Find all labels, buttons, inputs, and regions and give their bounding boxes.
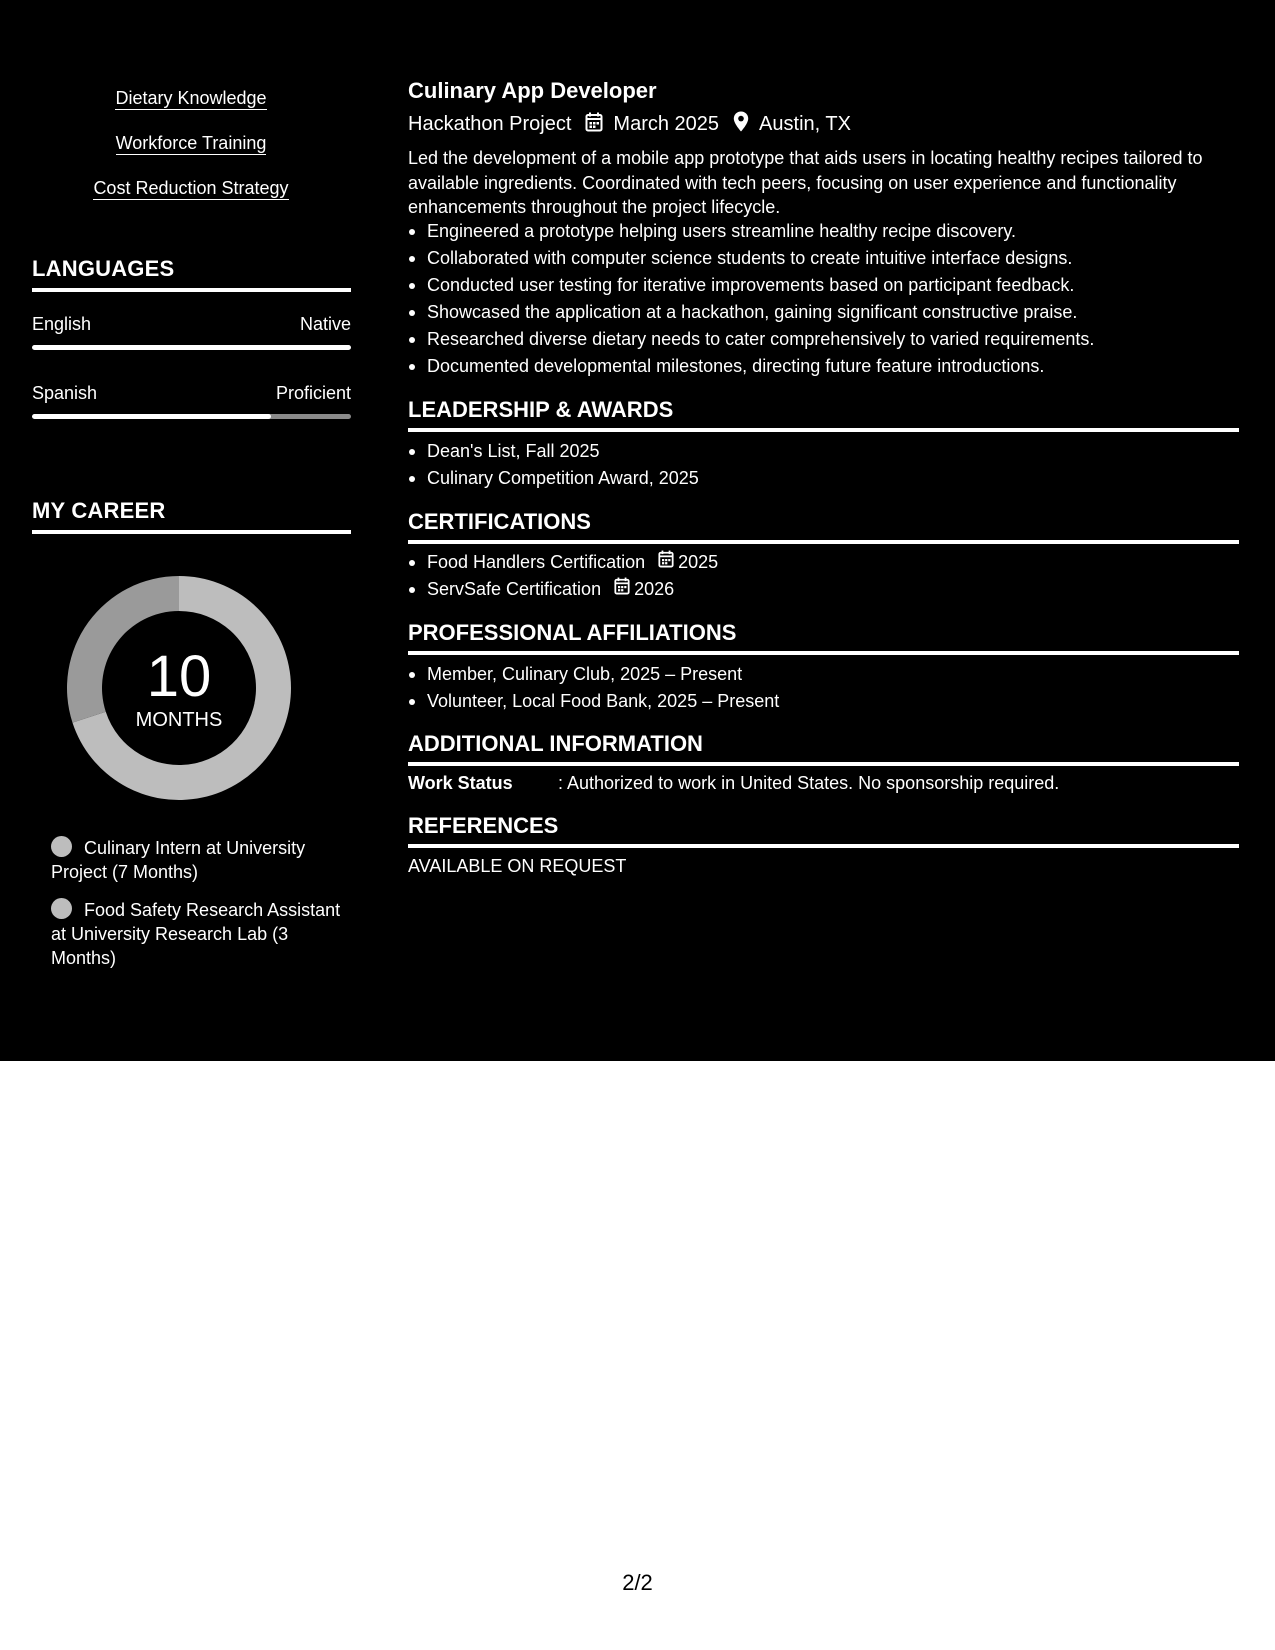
- language-level: Native: [299, 314, 351, 334]
- sidebar: [0, 0, 382, 1061]
- career-unit: MONTHS: [135, 709, 223, 731]
- main-content: [382, 0, 1275, 1061]
- skill-item: Dietary Knowledge: [115, 88, 267, 108]
- heading-rule: [408, 844, 1239, 848]
- calendar-icon: [614, 576, 630, 603]
- skills-list: [0, 86, 382, 221]
- work-status-row: [408, 773, 1059, 794]
- project-location: Austin, TX: [759, 113, 851, 135]
- calendar-icon: [658, 549, 674, 576]
- list-item: Conducted user testing for iterative improvements based on participant feedback.: [408, 272, 1248, 299]
- heading-rule: [408, 428, 1239, 432]
- heading-rule: [32, 288, 351, 292]
- list-item: Showcased the application at a hackathon, gaining significant constructive praise.: [408, 299, 1248, 326]
- additional-info-heading: ADDITIONAL INFORMATION: [408, 731, 1239, 757]
- work-status-value: : Authorized to work in United States. No sponsorship required.: [558, 773, 1060, 793]
- career-total: 10: [146, 644, 212, 709]
- language-name: English: [32, 314, 92, 334]
- page-number: 2/2: [622, 1570, 653, 1595]
- skill-item: Cost Reduction Strategy: [93, 178, 289, 198]
- career-item: Food Safety Research Assistant at University Research Lab (3 Months): [51, 900, 341, 968]
- calendar-icon: [585, 112, 603, 138]
- legend-dot-icon: [51, 898, 72, 919]
- legend-dot-icon: [51, 836, 72, 857]
- project-description: Led the development of a mobile app prototype that aids users in locating healthy recipes tailored to available ingredients. Coordinated with tech peers, focusing on user experience and functionality enhancements throughout the project lifecycle.: [408, 148, 1203, 217]
- proficiency-bar: [32, 414, 351, 419]
- location-pin-icon: [733, 111, 749, 138]
- language-name: Spanish: [32, 383, 98, 403]
- list-item: Volunteer, Local Food Bank, 2025 – Present: [408, 688, 1248, 715]
- certifications-heading: CERTIFICATIONS: [408, 509, 1239, 535]
- project-bullets: [408, 218, 1248, 380]
- awards-heading: LEADERSHIP & AWARDS: [408, 397, 1239, 423]
- list-item: Member, Culinary Club, 2025 – Present: [408, 661, 1248, 688]
- list-item: Culinary Competition Award, 2025: [408, 465, 1248, 492]
- proficiency-bar: [32, 345, 351, 350]
- affiliations-list: [408, 661, 1248, 715]
- career-item: Culinary Intern at University Project (7 Months): [51, 838, 306, 882]
- languages-heading: LANGUAGES: [32, 256, 351, 282]
- certifications-list: [408, 549, 1248, 603]
- list-item: Researched diverse dietary needs to cater comprehensively to varied requirements.: [408, 326, 1248, 353]
- list-item: ServSafe Certification 2026: [408, 576, 1248, 603]
- awards-list: [408, 438, 1248, 492]
- project-title: Culinary App Developer: [408, 78, 657, 103]
- project-org: Hackathon Project: [408, 113, 572, 135]
- project-meta: [408, 111, 851, 138]
- career-donut-chart: [66, 575, 292, 801]
- list-item: Dean's List, Fall 2025: [408, 438, 1248, 465]
- work-status-label: Work Status: [408, 773, 513, 793]
- career-heading: MY CAREER: [32, 498, 351, 524]
- list-item: Food Handlers Certification 2025: [408, 549, 1248, 576]
- project-date: March 2025: [613, 113, 720, 135]
- heading-rule: [32, 530, 351, 534]
- language-level: Proficient: [275, 383, 351, 403]
- references-heading: REFERENCES: [408, 813, 1239, 839]
- heading-rule: [408, 540, 1239, 544]
- skill-item: Workforce Training: [115, 133, 267, 153]
- heading-rule: [408, 651, 1239, 655]
- affiliations-heading: PROFESSIONAL AFFILIATIONS: [408, 620, 1239, 646]
- references-text: AVAILABLE ON REQUEST: [408, 856, 627, 876]
- heading-rule: [408, 762, 1239, 766]
- list-item: Engineered a prototype helping users streamline healthy recipe discovery.: [408, 218, 1248, 245]
- list-item: Collaborated with computer science students to create intuitive interface designs.: [408, 245, 1248, 272]
- list-item: Documented developmental milestones, directing future feature introductions.: [408, 353, 1248, 380]
